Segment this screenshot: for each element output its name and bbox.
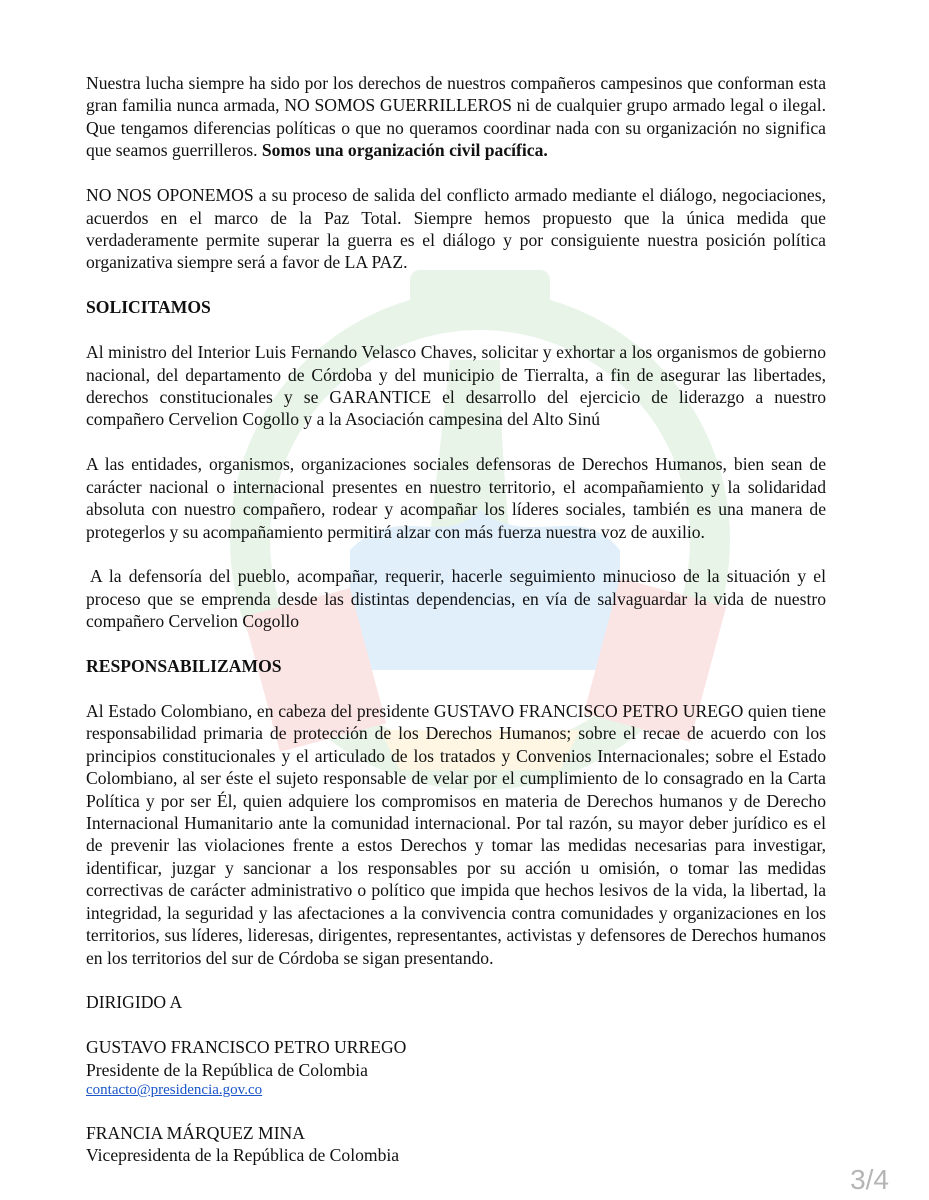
page-indicator: 3/4 [850, 1164, 889, 1195]
addressee-vp-name: FRANCIA MÁRQUEZ MINA [86, 1122, 305, 1143]
paragraph-mission-bold: Somos una organización civil pacífica. [261, 140, 548, 161]
document-body [86, 72, 826, 1166]
heading-dirigido-a: DIRIGIDO A [86, 992, 183, 1013]
paragraph-mission [86, 72, 826, 162]
paragraph-request-defensoria: A la defensoría del pueblo, acompañar, requerir, hacerle seguimiento minucioso de la situación y el proceso que se emprenda desde las distintas dependencias, en vía de salvaguardar la vida de nuestro compañero Cervelion Cogollo [86, 566, 826, 632]
paragraph-state-responsibility: Al Estado Colombiano, en cabeza del presidente GUSTAVO FRANCISCO PETRO UREGO quien tiene responsabilidad primaria de protección de los Derechos Humanos; sobre el recae de acuerdo con los principios constitucionales y el articulado de los tratados y Convenios Internacionales; sobre el Estado Colombiano, al ser éste el sujeto responsable de velar por el cumplimiento de lo consagrado en la Carta Política y por ser Él, quien adquiere los compromisos en materia de Derechos humanos y de Derecho Internacional Humanitario ante la comunidad internacional. Por tal razón, su mayor deber jurídico es el de prevenir las violaciones frente a estos Derechos y tomar las medidas necesarias para investigar, identificar, juzgar y sancionar a los responsables por su acción u omisión, o tomar las medidas correctivas de carácter administrativo o político que impida que hechos lesivos de la vida, la libertad, la integridad, la seguridad y las afectaciones a la convivencia contra comunidades y organizaciones en los territorios, sus líderes, lideresas, dirigentes, representantes, activistas y defensores de Derechos humanos en los territorios del sur de Córdoba se sigan presentando. [86, 701, 826, 968]
paragraph-request-entities: A las entidades, organismos, organizaciones sociales defensoras de Derechos Humanos, bien sean de carácter nacional o internacional presentes en nuestro territorio, el acompañamiento y la solidaridad absoluta con nuestro compañero, rodear y acompañar los líderes sociales, también es una manera de protegerlos y su acompañamiento permitirá alzar con más fuerza nuestra voz de auxilio. [86, 454, 826, 542]
heading-responsabilizamos: RESPONSABILIZAMOS [86, 656, 282, 677]
paragraph-peace-position: NO NOS OPONEMOS a su proceso de salida del conflicto armado mediante el diálogo, negociaciones, acuerdos en el marco de la Paz Total. Siempre hemos propuesto que la única medida que verdaderamente permite superar la guerra es el diálogo y por consiguiente nuestra posición política organizativa siempre será a favor de LA PAZ. [86, 185, 826, 273]
paragraph-mission-text: Nuestra lucha siempre ha sido por los derechos de nuestros compañeros campesinos que conforman esta gran familia nunca armada, NO SOMOS GUERRILLEROS ni de cualquier grupo armado legal o ilegal. Que tengamos diferencias políticas o que no queramos coordinar nada con su organización no significa que seamos guerrilleros. [86, 73, 826, 161]
addressee-vp-title: Vicepresidenta de la República de Colombia [86, 1145, 400, 1166]
addressee-president-email-link[interactable]: contacto@presidencia.gov.co [86, 1082, 263, 1099]
addressee-president-title: Presidente de la República de Colombia [86, 1059, 368, 1080]
heading-solicitamos: SOLICITAMOS [86, 297, 211, 318]
addressee-president-name: GUSTAVO FRANCISCO PETRO URREGO [86, 1037, 407, 1058]
paragraph-request-minister: Al ministro del Interior Luis Fernando Velasco Chaves, solicitar y exhortar a los organismos de gobierno nacional, del departamento de Córdoba y del municipio de Tierralta, a fin de asegurar las libertades, derechos constitucionales y se GARANTICE el desarrollo del ejercicio de liderazgo a nuestro compañero Cervelion Cogollo y a la Asociación campesina del Alto Sinú [86, 342, 826, 430]
